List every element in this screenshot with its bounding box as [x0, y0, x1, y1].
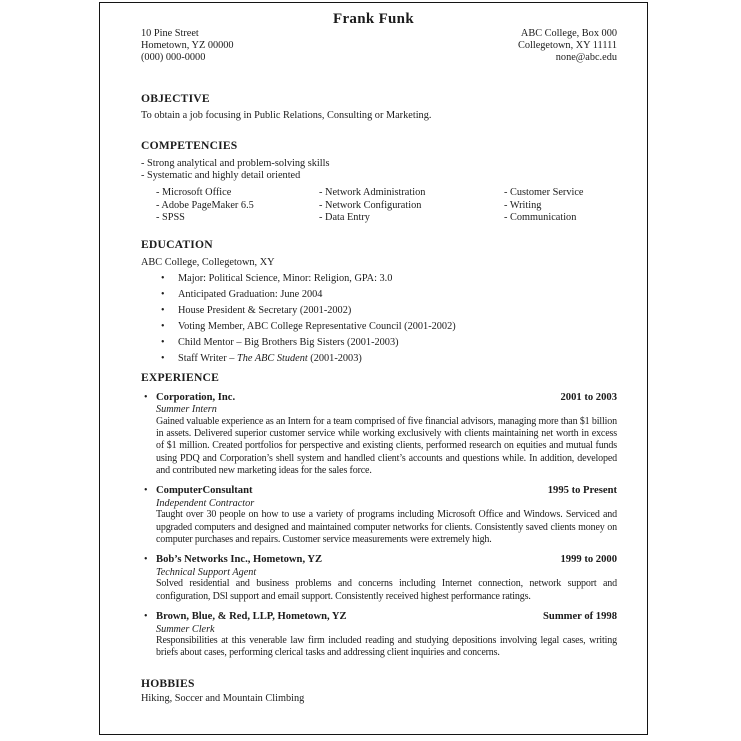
section-heading-education: EDUCATION: [141, 237, 213, 251]
experience-entry: [141, 485, 617, 546]
skill-item: - SPSS: [156, 212, 185, 224]
job-title: Summer Clerk: [156, 623, 215, 635]
list-item: [141, 287, 617, 303]
list-item: [141, 271, 617, 287]
job-description: Taught over 30 people on how to use a variety of programs including Microsoft Office and Windows. Serviced and upgraded computers and designed and maintained computer networks for clients. Consistently saved clients money on computer purchases and repairs. Customer service measurements were extremely high.: [156, 509, 617, 546]
experience-entry-header: [141, 392, 617, 405]
education-bullet-text: House President & Secretary (2001-2002): [178, 304, 352, 316]
list-item: [141, 351, 617, 367]
competency-item: - Systematic and highly detail oriented: [141, 169, 301, 181]
job-description: Gained valuable experience as an Intern for a team comprised of five financial advisors, managing more than $1 billion in assets. Delivered superior customer service while working exclusively with clients maintaining net worth in excess of $1 million. Created portfolios for perspective and existing clients, performed research on equities and mutual funds using PDQ and Corporation’s shell system and handled client’s accounts and questions while. In addition, developed and contributed new marketing ideas for the sales force.: [156, 415, 617, 477]
employment-dates: 1999 to 2000: [560, 554, 617, 566]
skill-item: - Data Entry: [319, 212, 370, 224]
job-title: Independent Contractor: [156, 497, 255, 509]
company-name: Corporation, Inc.: [156, 391, 236, 403]
education-list: [141, 271, 617, 367]
list-item: [141, 319, 617, 335]
section-heading-hobbies: HOBBIES: [141, 676, 195, 690]
list-item: [141, 335, 617, 351]
bullet-icon: •: [161, 288, 165, 300]
job-title: Technical Support Agent: [156, 566, 257, 578]
skills-column: [156, 187, 319, 224]
education-bullet-text: Anticipated Graduation: June 2004: [178, 288, 323, 300]
company-name: ComputerConsultant: [156, 485, 253, 497]
school-line: ABC College, Collegetown, XY: [141, 256, 275, 268]
experience-entry-header: [141, 485, 617, 498]
candidate-name: Frank Funk: [333, 11, 414, 27]
education-bullet-prefix: Staff Writer –: [178, 352, 237, 364]
competencies-list: [141, 158, 617, 183]
skills-columns: [141, 187, 617, 224]
experience-entry: [141, 554, 617, 603]
section-heading-objective: OBJECTIVE: [141, 92, 210, 106]
contact-block: [100, 27, 647, 63]
education-bullet-text: Major: Political Science, Minor: Religion, GPA: 3.0: [178, 272, 393, 284]
job-description: Solved residential and business problems and concerns including Internet connection, network support and configuration, DSl support and email support. Consistently received highest performance ratings.: [156, 578, 617, 602]
competency-item: - Strong analytical and problem-solving skills: [141, 157, 330, 169]
education-bullet-text: Child Mentor – Big Brothers Big Sisters (2001-2003): [178, 336, 399, 348]
resume-page: [99, 2, 648, 735]
section-heading-competencies: COMPETENCIES: [141, 138, 238, 152]
bullet-icon: •: [144, 391, 148, 403]
bullet-icon: •: [144, 554, 148, 566]
college-address-line: ABC College, Box 000: [520, 28, 617, 39]
experience-entry: [141, 392, 617, 478]
phone-line: (000) 000-0000: [141, 51, 206, 63]
bullet-icon: •: [144, 485, 148, 497]
skill-item: - Writing: [504, 199, 542, 211]
section-heading-experience: EXPERIENCE: [141, 370, 220, 384]
employment-dates: 2001 to 2003: [560, 391, 617, 403]
company-name: Brown, Blue, & Red, LLP, Hometown, YZ: [156, 611, 347, 623]
objective-text: To obtain a job focusing in Public Relations, Consulting or Marketing.: [141, 110, 432, 122]
email-line: none@abc.edu: [555, 51, 617, 63]
education-bullet-text: [178, 351, 617, 367]
bullet-icon: •: [144, 611, 148, 623]
list-item: [141, 303, 617, 319]
address-line: 10 Pine Street: [141, 28, 199, 39]
skill-item: - Communication: [504, 212, 577, 224]
college-address-line: Collegetown, XY 11111: [517, 39, 617, 51]
contact-right: [518, 28, 617, 63]
job-title: Summer Intern: [156, 404, 217, 416]
bullet-icon: •: [161, 272, 165, 284]
hobbies-text: Hiking, Soccer and Mountain Climbing: [141, 692, 305, 704]
bullet-icon: •: [161, 320, 165, 332]
address-line: Hometown, YZ 00000: [141, 39, 234, 51]
bullet-icon: •: [161, 352, 165, 364]
skill-item: - Customer Service: [504, 187, 584, 199]
skill-item: - Microsoft Office: [156, 187, 232, 199]
experience-entry-header: [141, 554, 617, 567]
company-name: Bob’s Networks Inc., Hometown, YZ: [156, 554, 323, 566]
skills-column: [319, 187, 504, 224]
skill-item: - Network Configuration: [319, 199, 422, 211]
resume-body: [100, 92, 647, 705]
bullet-icon: •: [161, 336, 165, 348]
skills-column: [504, 187, 617, 224]
employment-dates: Summer of 1998: [543, 611, 617, 623]
employment-dates: 1995 to Present: [547, 485, 617, 497]
education-bullet-suffix: (2001-2003): [307, 352, 362, 364]
skill-item: - Adobe PageMaker 6.5: [156, 199, 254, 211]
publication-title: The ABC Student: [236, 352, 308, 364]
education-bullet-text: Voting Member, ABC College Representative Council (2001-2002): [178, 320, 456, 332]
bullet-icon: •: [161, 304, 165, 316]
contact-left: [141, 28, 234, 63]
job-description: Responsibilities at this venerable law firm included reading and studying depositions involving legal cases, writing briefs about cases, performing clerical tasks and addressing client inquiries and concerns.: [156, 635, 617, 659]
skill-item: - Network Administration: [319, 187, 426, 199]
experience-entry: [141, 611, 617, 660]
experience-entry-header: [141, 611, 617, 624]
